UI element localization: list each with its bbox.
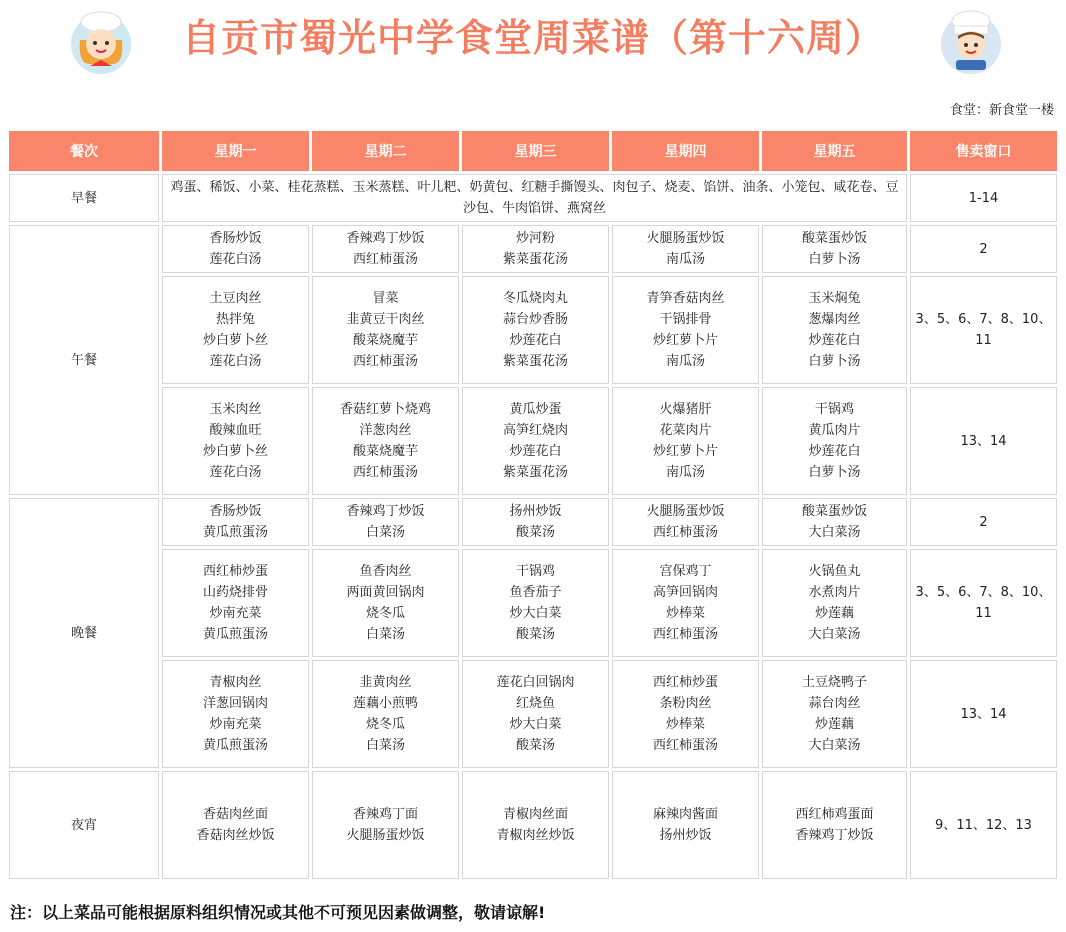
day-cell bbox=[612, 549, 759, 657]
dish: 西红柿蛋汤 bbox=[352, 465, 418, 480]
day-cell bbox=[462, 225, 609, 273]
dish: 扬州炒饭 bbox=[659, 828, 712, 843]
dish: 蒜台肉丝 bbox=[808, 696, 861, 711]
dish: 白萝卜汤 bbox=[808, 354, 861, 369]
dish: 黄瓜煎蛋汤 bbox=[202, 627, 268, 642]
dish: 烧冬瓜 bbox=[365, 717, 405, 732]
dish: 洋葱回锅肉 bbox=[202, 696, 268, 711]
dish: 宫保鸡丁 bbox=[659, 564, 712, 579]
window-cell: 13、14 bbox=[910, 660, 1057, 768]
dish: 水煮肉片 bbox=[808, 585, 861, 600]
dish: 高笋红烧肉 bbox=[502, 423, 568, 438]
day-cell bbox=[162, 549, 309, 657]
dish: 玉米肉丝 bbox=[209, 402, 262, 417]
dish: 莲花白汤 bbox=[209, 354, 262, 369]
dish: 土豆肉丝 bbox=[209, 291, 262, 306]
day-cell bbox=[462, 276, 609, 384]
dish: 洋葱肉丝 bbox=[359, 423, 412, 438]
window-cell: 1-14 bbox=[910, 174, 1057, 222]
dish: 黄瓜炒蛋 bbox=[509, 402, 562, 417]
dish: 紫菜蛋花汤 bbox=[502, 465, 568, 480]
dish: 炒大白菜 bbox=[509, 606, 562, 621]
header-monday: 星期一 bbox=[162, 131, 309, 171]
dish: 香菇肉丝炒饭 bbox=[196, 828, 275, 843]
day-cell bbox=[312, 225, 459, 273]
dish: 花菜肉片 bbox=[659, 423, 712, 438]
dish: 香肠炒饭 bbox=[209, 231, 262, 246]
dish: 两面黄回锅肉 bbox=[346, 585, 425, 600]
dish: 黄瓜煎蛋汤 bbox=[202, 738, 268, 753]
meal-label-supper: 夜宵 bbox=[9, 771, 159, 879]
header-wednesday: 星期三 bbox=[462, 131, 609, 171]
weekly-menu-table bbox=[6, 128, 1060, 882]
header-row bbox=[9, 131, 1057, 171]
dish: 红烧鱼 bbox=[515, 696, 555, 711]
window-cell: 13、14 bbox=[910, 387, 1057, 495]
dinner-row bbox=[9, 660, 1057, 768]
dish: 火腿肠蛋炒饭 bbox=[346, 828, 425, 843]
dish: 青笋香菇肉丝 bbox=[646, 291, 725, 306]
dish: 炒莲藕 bbox=[814, 717, 854, 732]
dish: 玉米焖兔 bbox=[808, 291, 861, 306]
day-cell bbox=[312, 549, 459, 657]
dish: 大白菜汤 bbox=[808, 627, 861, 642]
dish: 炒莲花白 bbox=[509, 444, 562, 459]
dish: 香辣鸡丁面 bbox=[352, 807, 418, 822]
day-cell bbox=[162, 276, 309, 384]
day-cell bbox=[162, 498, 309, 546]
dish: 白菜汤 bbox=[365, 738, 405, 753]
meal-label-dinner: 晚餐 bbox=[9, 498, 159, 768]
dish: 青椒肉丝面 bbox=[502, 807, 568, 822]
dish: 韭黄肉丝 bbox=[359, 675, 412, 690]
dish: 紫菜蛋花汤 bbox=[502, 354, 568, 369]
dish: 青椒肉丝炒饭 bbox=[496, 828, 575, 843]
dish: 条粉肉丝 bbox=[659, 696, 712, 711]
dish: 紫菜蛋花汤 bbox=[502, 252, 568, 267]
dish: 炒莲花白 bbox=[808, 444, 861, 459]
dish: 烧冬瓜 bbox=[365, 606, 405, 621]
day-cell bbox=[162, 771, 309, 879]
day-cell bbox=[462, 660, 609, 768]
dish: 酸菜汤 bbox=[515, 627, 555, 642]
day-cell bbox=[462, 498, 609, 546]
dish: 西红柿炒蛋 bbox=[652, 675, 718, 690]
breakfast-row bbox=[9, 174, 1057, 222]
dish: 土豆烧鸭子 bbox=[801, 675, 867, 690]
dish: 酸菜烧魔芋 bbox=[352, 333, 418, 348]
day-cell bbox=[462, 387, 609, 495]
dish: 干锅鸡 bbox=[814, 402, 854, 417]
dish: 炒大白菜 bbox=[509, 717, 562, 732]
dish: 黄瓜煎蛋汤 bbox=[202, 525, 268, 540]
day-cell bbox=[312, 498, 459, 546]
page-header bbox=[0, 0, 1066, 88]
header-meal: 餐次 bbox=[9, 131, 159, 171]
day-cell bbox=[312, 276, 459, 384]
lunch-row bbox=[9, 276, 1057, 384]
dish: 麻辣肉酱面 bbox=[652, 807, 718, 822]
dish: 炒红萝卜片 bbox=[652, 444, 718, 459]
dish: 香菇肉丝面 bbox=[202, 807, 268, 822]
dish: 韭黄豆干肉丝 bbox=[346, 312, 425, 327]
meal-label-lunch: 午餐 bbox=[9, 225, 159, 495]
dish: 青椒肉丝 bbox=[209, 675, 262, 690]
dish: 西红柿蛋汤 bbox=[652, 525, 718, 540]
day-cell bbox=[162, 387, 309, 495]
dish: 香辣鸡丁炒饭 bbox=[346, 231, 425, 246]
dish: 莲藕小煎鸭 bbox=[352, 696, 418, 711]
dish: 大白菜汤 bbox=[808, 738, 861, 753]
dish: 香肠炒饭 bbox=[209, 504, 262, 519]
dish: 香辣鸡丁炒饭 bbox=[346, 504, 425, 519]
breakfast-items: 鸡蛋、稀饭、小菜、桂花蒸糕、玉米蒸糕、叶儿粑、奶黄包、红糖手撕馒头、肉包子、烧麦、馅饼、油条、小笼包、咸花卷、豆沙包、牛肉馅饼、燕窝丝 bbox=[162, 174, 907, 222]
footer-note: 注：以上菜品可能根据原料组织情况或其他不可预见因素做调整，敬请谅解! bbox=[10, 903, 546, 922]
day-cell bbox=[612, 771, 759, 879]
dish: 西红柿蛋汤 bbox=[352, 252, 418, 267]
dish: 西红柿炒蛋 bbox=[202, 564, 268, 579]
dinner-row bbox=[9, 498, 1057, 546]
dish: 扬州炒饭 bbox=[509, 504, 562, 519]
day-cell bbox=[762, 387, 907, 495]
dish: 酸菜汤 bbox=[515, 738, 555, 753]
day-cell bbox=[312, 771, 459, 879]
dish: 莲花白汤 bbox=[209, 252, 262, 267]
dish: 火腿肠蛋炒饭 bbox=[646, 504, 725, 519]
lunch-row bbox=[9, 387, 1057, 495]
dish: 莲花白回锅肉 bbox=[496, 675, 575, 690]
day-cell bbox=[312, 660, 459, 768]
meal-label-breakfast: 早餐 bbox=[9, 174, 159, 222]
header-thursday: 星期四 bbox=[612, 131, 759, 171]
day-cell bbox=[462, 771, 609, 879]
day-cell bbox=[762, 549, 907, 657]
dish: 鱼香肉丝 bbox=[359, 564, 412, 579]
dish: 酸菜汤 bbox=[515, 525, 555, 540]
dish: 蒜台炒香肠 bbox=[502, 312, 568, 327]
page-title: 自贡市蜀光中学食堂周菜谱（第十六周） bbox=[181, 16, 884, 60]
window-cell: 2 bbox=[910, 225, 1057, 273]
canteen-location: 食堂：新食堂一楼 bbox=[949, 103, 1054, 118]
dish: 黄瓜肉片 bbox=[808, 423, 861, 438]
dish: 火锅鱼丸 bbox=[808, 564, 861, 579]
day-cell bbox=[762, 498, 907, 546]
dish: 炒莲花白 bbox=[808, 333, 861, 348]
dish: 炒白萝卜丝 bbox=[202, 444, 268, 459]
dish: 西红柿蛋汤 bbox=[352, 354, 418, 369]
day-cell bbox=[762, 771, 907, 879]
dish: 酸菜蛋炒饭 bbox=[801, 231, 867, 246]
dish: 西红柿鸡蛋面 bbox=[795, 807, 874, 822]
boy-chef-avatar-icon bbox=[936, 6, 1006, 76]
dish: 炒莲藕 bbox=[814, 606, 854, 621]
girl-chef-avatar-icon bbox=[66, 6, 136, 76]
window-cell: 3、5、6、7、8、10、11 bbox=[910, 276, 1057, 384]
dish: 干锅鸡 bbox=[515, 564, 555, 579]
day-cell bbox=[612, 660, 759, 768]
dish: 西红柿蛋汤 bbox=[652, 627, 718, 642]
dish: 葱爆肉丝 bbox=[808, 312, 861, 327]
dish: 酸菜蛋炒饭 bbox=[801, 504, 867, 519]
dish: 炒河粉 bbox=[515, 231, 555, 246]
header-friday: 星期五 bbox=[762, 131, 907, 171]
dish: 火腿肠蛋炒饭 bbox=[646, 231, 725, 246]
dish: 西红柿蛋汤 bbox=[652, 738, 718, 753]
supper-row bbox=[9, 771, 1057, 879]
day-cell bbox=[612, 225, 759, 273]
dish: 南瓜汤 bbox=[665, 465, 705, 480]
day-cell bbox=[612, 498, 759, 546]
dish: 鱼香茄子 bbox=[509, 585, 562, 600]
day-cell bbox=[612, 387, 759, 495]
day-cell bbox=[162, 660, 309, 768]
day-cell bbox=[162, 225, 309, 273]
dish: 香菇红萝卜烧鸡 bbox=[339, 402, 431, 417]
header-window: 售卖窗口 bbox=[910, 131, 1057, 171]
dish: 炒棒菜 bbox=[665, 717, 705, 732]
dish: 白菜汤 bbox=[365, 525, 405, 540]
day-cell bbox=[312, 387, 459, 495]
dish: 香辣鸡丁炒饭 bbox=[795, 828, 874, 843]
dish: 山药烧排骨 bbox=[202, 585, 268, 600]
dish: 干锅排骨 bbox=[659, 312, 712, 327]
dish: 冒菜 bbox=[372, 291, 399, 306]
day-cell bbox=[762, 276, 907, 384]
window-cell: 2 bbox=[910, 498, 1057, 546]
window-cell: 3、5、6、7、8、10、11 bbox=[910, 549, 1057, 657]
dinner-row bbox=[9, 549, 1057, 657]
dish: 高笋回锅肉 bbox=[652, 585, 718, 600]
day-cell bbox=[612, 276, 759, 384]
dish: 炒南充菜 bbox=[209, 717, 262, 732]
day-cell bbox=[462, 549, 609, 657]
dish: 酸辣血旺 bbox=[209, 423, 262, 438]
day-cell bbox=[762, 225, 907, 273]
dish: 炒红萝卜片 bbox=[652, 333, 718, 348]
dish: 大白菜汤 bbox=[808, 525, 861, 540]
dish: 南瓜汤 bbox=[665, 252, 705, 267]
dish: 冬瓜烧肉丸 bbox=[502, 291, 568, 306]
lunch-row bbox=[9, 225, 1057, 273]
dish: 炒南充菜 bbox=[209, 606, 262, 621]
dish: 炒白萝卜丝 bbox=[202, 333, 268, 348]
dish: 酸菜烧魔芋 bbox=[352, 444, 418, 459]
dish: 火爆猪肝 bbox=[659, 402, 712, 417]
dish: 白萝卜汤 bbox=[808, 465, 861, 480]
dish: 白菜汤 bbox=[365, 627, 405, 642]
dish: 炒棒菜 bbox=[665, 606, 705, 621]
dish: 炒莲花白 bbox=[509, 333, 562, 348]
header-tuesday: 星期二 bbox=[312, 131, 459, 171]
dish: 热拌兔 bbox=[215, 312, 255, 327]
day-cell bbox=[762, 660, 907, 768]
dish: 白萝卜汤 bbox=[808, 252, 861, 267]
dish: 莲花白汤 bbox=[209, 465, 262, 480]
window-cell: 9、11、12、13 bbox=[910, 771, 1057, 879]
dish: 南瓜汤 bbox=[665, 354, 705, 369]
